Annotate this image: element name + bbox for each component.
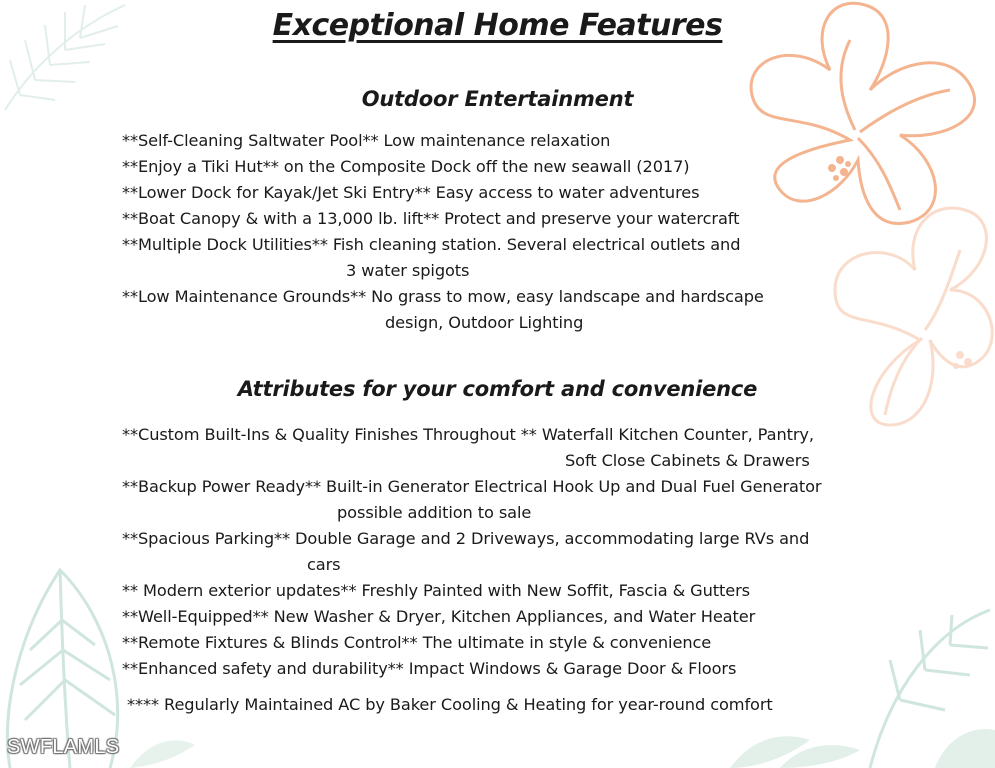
list-item: **Spacious Parking** Double Garage and 2 Driveways, accommodating large RVs and cars [122,529,810,574]
list-item: ** Modern exterior updates** Freshly Painted with New Soffit, Fascia & Gutters [122,581,750,600]
section-heading-comfort: Attributes for your comfort and convenience [237,377,758,401]
ac-maintenance-note: **** Regularly Maintained AC by Baker Cooling & Heating for year-round comfort [127,695,773,714]
outdoor-feature-list [122,128,764,336]
list-item: **Multiple Dock Utilities** Fish cleaning station. Several electrical outlets and 3 water spigots [122,235,741,280]
list-item: **Boat Canopy & with a 13,000 lb. lift** Protect and preserve your watercraft [122,209,740,228]
list-item: **Low Maintenance Grounds** No grass to mow, easy landscape and hardscape design, Outdoor Lighting [122,287,764,332]
list-item: **Well-Equipped** New Washer & Dryer, Kitchen Appliances, and Water Heater [122,607,756,626]
section-heading-outdoor: Outdoor Entertainment [361,87,634,111]
comfort-feature-list [122,422,821,682]
list-item: **Backup Power Ready** Built-in Generator Electrical Hook Up and Dual Fuel Generator possible addition to sale [122,477,822,522]
hibiscus-flower-light-illustration [830,190,995,440]
list-item: **Enhanced safety and durability** Impact Windows & Garage Door & Floors [122,659,737,678]
list-item: **Remote Fixtures & Blinds Control** The ultimate in style & convenience [122,633,712,652]
list-item: **Custom Built-Ins & Quality Finishes Throughout ** Waterfall Kitchen Counter, Pantry, Soft Close Cabinets & Drawers [122,425,814,470]
list-item: **Lower Dock for Kayak/Jet Ski Entry** Easy access to water adventures [122,183,700,202]
watermark: SWFLAMLS [7,736,120,758]
page-title: Exceptional Home Features [272,8,723,43]
list-item: **Self-Cleaning Saltwater Pool** Low maintenance relaxation [122,131,611,150]
list-item: **Enjoy a Tiki Hut** on the Composite Dock off the new seawall (2017) [122,157,690,176]
